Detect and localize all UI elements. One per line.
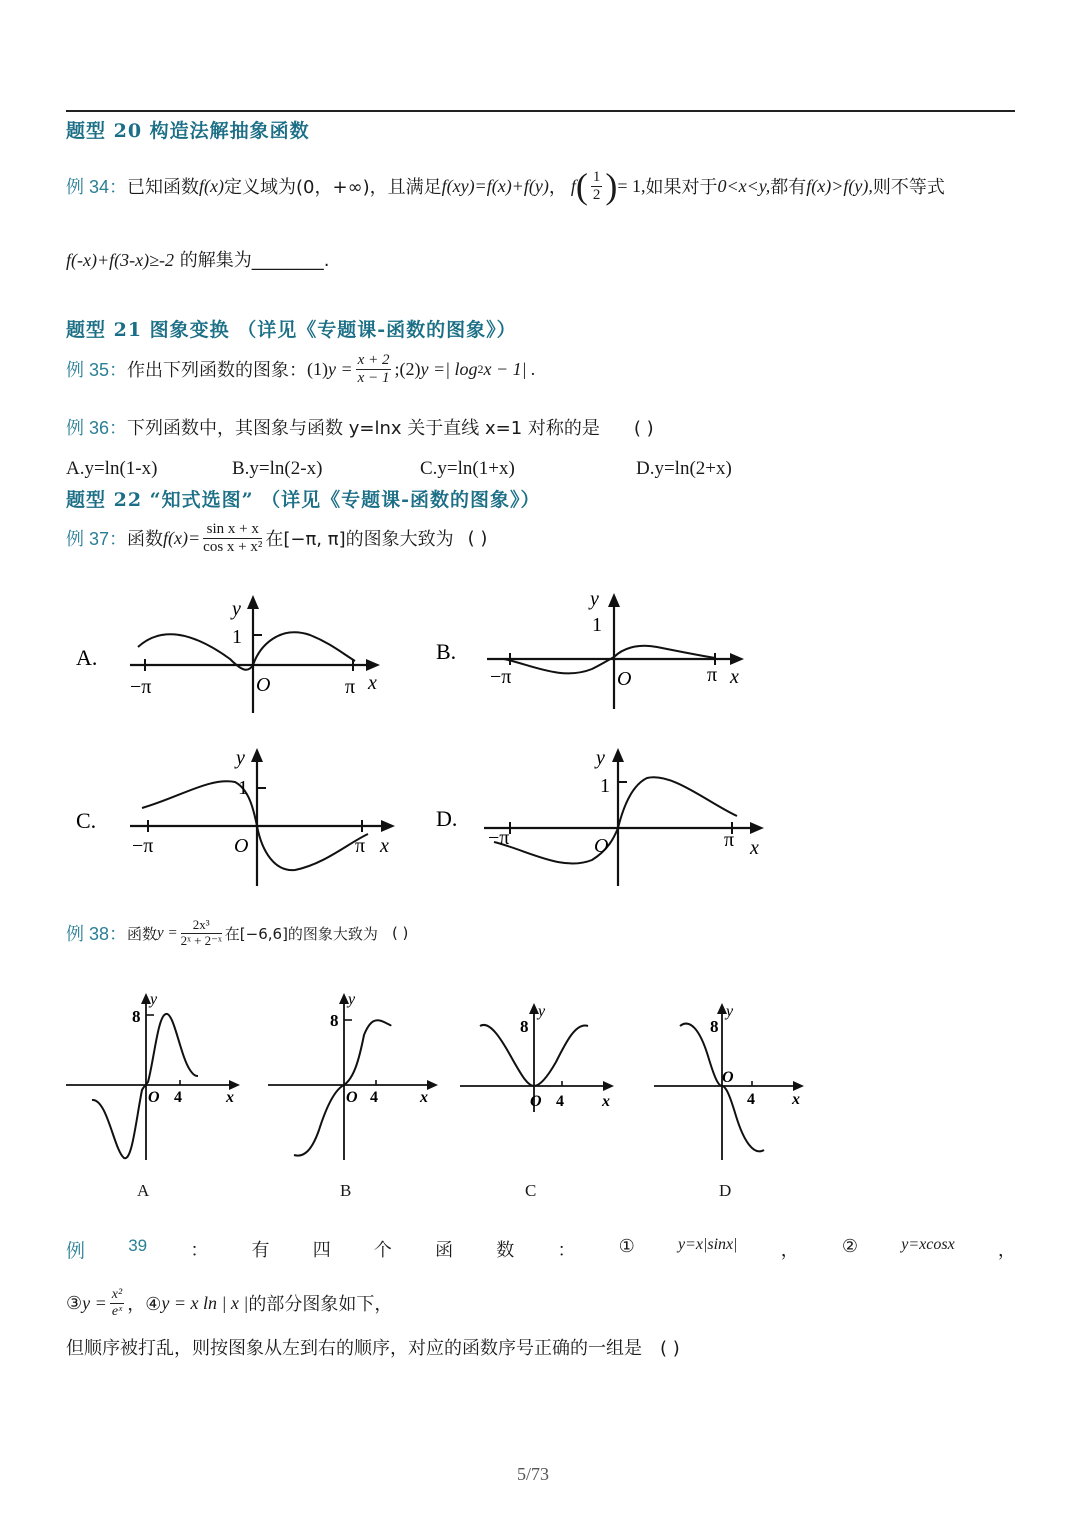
section-20-heading: 题型 20 构造法解抽象函数 (66, 120, 310, 142)
tick-1: 1 (600, 775, 610, 797)
graph-option-label: B. (436, 639, 457, 664)
example-36 (66, 414, 654, 440)
ex39-token-14: ， (997, 1240, 1016, 1261)
ex38-graph-a (62, 990, 247, 1170)
ex38-tail: 在[−6,6]的图象大致为 (224, 924, 378, 943)
ex39-token-5: 个 (373, 1240, 392, 1261)
ex34-text-1: 已知函数 (127, 177, 200, 198)
ex38-graph-d (652, 1000, 817, 1170)
ex36-option-d: D.y=ln(2+x) (636, 458, 732, 479)
ex39-l2-mid: ，④ (127, 1294, 162, 1315)
origin-label: O (722, 1069, 734, 1086)
ex39-token-8: ： (557, 1240, 576, 1261)
x-axis-label: x (730, 666, 739, 688)
example-35 (66, 346, 536, 392)
pi-label: π (345, 676, 356, 698)
page-number: 5/73 (517, 1464, 550, 1484)
ex36-text: 下列函数中，其图象与函数 y=lnx 关于直线 x=1 对称的是 (127, 418, 600, 439)
ex34-eq1: = 1, (617, 175, 646, 196)
ex38-text: 函数 (127, 924, 158, 943)
ex37-paren: ( ) (467, 527, 488, 549)
ex37-num: sin x + x (203, 521, 262, 539)
graph-option-label: C. (76, 808, 97, 833)
ex37-fx: f(x)= (163, 527, 201, 548)
ex34-comma: ， (548, 177, 567, 198)
y-axis-label: y (232, 598, 241, 620)
ex35-num: x + 2 (357, 352, 390, 368)
example-39-line-2 (66, 1280, 392, 1326)
ex34-frac-den: 2 (592, 186, 601, 203)
example-34 (66, 166, 945, 206)
ex39-l2-expr: y = x ln | x | (161, 1292, 249, 1313)
pi-label: π (724, 829, 735, 851)
neg-pi-label: −π (130, 676, 152, 698)
ex38-option-d-label: D (719, 1181, 732, 1200)
origin-label: O (594, 835, 609, 857)
tick-8: 8 (330, 1011, 339, 1030)
tick-1: 1 (232, 626, 242, 648)
y-axis-label: y (150, 991, 158, 1008)
ex35-p2: ;(2) (394, 358, 421, 379)
pi-label: π (707, 664, 718, 686)
ex39-token-3: 有 (251, 1240, 270, 1261)
ex34-text-5: 都有 (770, 177, 807, 198)
example-39-line-1 (66, 1236, 1016, 1263)
ex34-line-2 (66, 246, 329, 272)
ex34-paren-right: ) (605, 166, 618, 206)
tick-4: 4 (747, 1091, 755, 1108)
ex39-l2-den: eˣ (111, 1303, 123, 1319)
ex39-token-10: y=x|sinx| (677, 1236, 738, 1253)
top-rule (66, 110, 1015, 112)
tick-8: 8 (132, 1007, 141, 1026)
ex35-sub: 2 (477, 361, 484, 376)
ex35-y: y = (328, 358, 353, 379)
origin-label: O (530, 1093, 542, 1110)
ex37-graph-c (70, 742, 400, 897)
ex34-fraction (591, 169, 603, 203)
example-37-label: 例 37： (66, 529, 128, 549)
example-37 (66, 514, 487, 562)
ex36-option-a: A.y=ln(1-x) (66, 458, 158, 479)
ex34-text-6: 则不等式 (872, 177, 945, 198)
ex35-tail: x − 1| . (483, 358, 536, 379)
x-axis-label: x (792, 1091, 800, 1108)
tick-1: 1 (238, 777, 248, 799)
y-axis-label: y (348, 991, 356, 1008)
section-22-heading: 题型 22 “知式选图” （详见《专题课-函数的图象》） (66, 489, 541, 511)
origin-label: O (148, 1089, 160, 1106)
y-axis-label: y (538, 1003, 546, 1020)
example-36-label: 例 36： (66, 418, 128, 438)
y-axis-label: y (726, 1003, 734, 1020)
ex39-token-7: 数 (496, 1240, 515, 1261)
ex39-token-11: ， (780, 1240, 799, 1261)
ex38-option-b-label: B (340, 1181, 352, 1200)
ex34-f: f (570, 175, 576, 196)
ex34-text-2: 定义域为(0，+∞)，且满足 (224, 177, 442, 198)
ex34-inequality: f(x)>f(y), (806, 175, 873, 196)
ex39-fraction (110, 1287, 124, 1319)
ex34-paren-left: ( (575, 166, 588, 206)
tick-8: 8 (710, 1017, 719, 1036)
ex39-l2-c3: ③ (66, 1292, 83, 1314)
ex37-fraction (203, 521, 262, 555)
ex37-graph-d (432, 742, 772, 897)
ex39-token-2: ： (190, 1240, 209, 1261)
x-axis-label: x (226, 1089, 234, 1106)
ex39-l3-paren: ( ) (660, 1338, 680, 1359)
ex39-l2-num: x² (111, 1287, 123, 1303)
x-axis-label: x (750, 837, 759, 859)
graph-option-label: D. (436, 806, 458, 831)
neg-pi-label: −π (488, 827, 510, 849)
origin-label: O (234, 835, 249, 857)
ex37-graph-a (70, 585, 390, 730)
ex38-graph-c (458, 1000, 623, 1125)
ex39-l2-tail: 的部分图象如下， (248, 1294, 393, 1315)
ex36-option-b: B.y=ln(2-x) (232, 458, 323, 479)
ex36-paren: ( ) (633, 418, 654, 439)
ex34-frac-num: 1 (592, 169, 601, 185)
x-axis-label: x (602, 1093, 610, 1110)
origin-label: O (346, 1089, 358, 1106)
y-axis-label: y (236, 747, 245, 769)
ex38-num: 2x³ (181, 918, 222, 933)
tick-4: 4 (370, 1089, 378, 1106)
example-35-label: 例 35： (66, 360, 128, 380)
origin-label: O (256, 674, 271, 696)
ex39-token-9: ① (618, 1236, 635, 1257)
ex38-y: y = (157, 924, 178, 941)
ex34-line2-expr: f(-x)+f(3-x)≥-2 (66, 250, 174, 270)
ex35-fraction (356, 352, 392, 386)
ex36-option-c: C.y=ln(1+x) (420, 458, 515, 479)
ex37-tail: 在[−π, π]的图象大致为 (265, 529, 454, 550)
example-38 (66, 910, 408, 956)
origin-label: O (617, 668, 632, 690)
ex37-text: 函数 (127, 529, 164, 550)
ex38-graph-b (264, 990, 449, 1170)
ex39-token-12: ② (841, 1236, 859, 1257)
ex39-token-13: y=xcosx (901, 1236, 955, 1253)
ex35-p1: (1) (307, 358, 329, 379)
y-axis-label: y (596, 747, 605, 769)
ex37-graph-b (432, 585, 752, 730)
ex34-condition: 0<x<y, (717, 175, 771, 196)
ex34-text-4: 如果对于 (645, 177, 718, 198)
tick-4: 4 (174, 1089, 182, 1106)
ex39-token-0: 例 (66, 1241, 86, 1262)
ex34-relation: f(xy)=f(x)+f(y) (441, 175, 549, 196)
ex39-token-6: 函 (435, 1240, 454, 1261)
x-axis-label: x (420, 1089, 428, 1106)
section-21-heading: 题型 21 图象变换 （详见《专题课-函数的图象》） (66, 319, 517, 341)
tick-1: 1 (592, 614, 602, 636)
tick-4: 4 (556, 1093, 564, 1110)
ex38-option-c-label: C (525, 1181, 537, 1200)
pi-label: π (355, 835, 366, 857)
neg-pi-label: −π (490, 666, 512, 688)
ex39-token-4: 四 (312, 1240, 331, 1261)
ex38-paren: ( ) (391, 924, 409, 942)
ex38-den: 2ˣ + 2⁻ˣ (180, 932, 222, 948)
ex37-den: cos x + x² (203, 538, 263, 555)
example-38-label: 例 38： (66, 924, 128, 944)
neg-pi-label: −π (132, 835, 154, 857)
ex38-option-a-label: A (137, 1181, 150, 1200)
x-axis-label: x (368, 672, 377, 694)
ex39-token-1: 39 (128, 1236, 148, 1255)
ex35-text: 作出下列函数的图象： (127, 360, 308, 381)
graph-option-label: A. (76, 645, 98, 670)
ex34-line2-text: 的解集为________. (173, 250, 330, 271)
example-34-label: 例 34： (66, 177, 128, 197)
ex35-den: x − 1 (357, 369, 390, 386)
ex39-l2-y: y = (82, 1292, 107, 1313)
tick-8: 8 (520, 1017, 529, 1036)
example-39-line-3 (66, 1334, 680, 1360)
ex34-fx: f(x) (199, 175, 225, 196)
y-axis-label: y (590, 588, 599, 610)
x-axis-label: x (380, 835, 389, 857)
ex39-l3-text: 但顺序被打乱，则按图象从左到右的顺序，对应的函数序号正确的一组是 (66, 1338, 642, 1359)
ex38-fraction (181, 918, 222, 948)
ex35-y2: y =| log (420, 358, 478, 379)
